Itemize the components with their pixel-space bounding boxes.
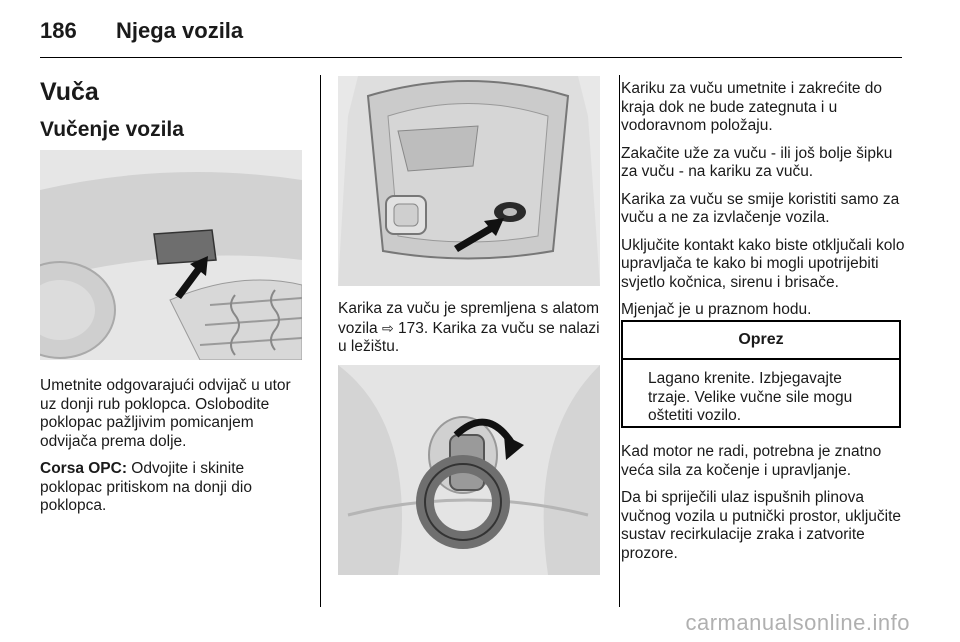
- insert-eye-paragraph: Kariku za vuču umetnite i zakrećite do kraja dok ne bude zategnuta i u vodoravnom položaju.: [621, 80, 883, 134]
- subsection-heading: Vučenje vozila: [40, 118, 184, 141]
- engine-off-paragraph: Kad motor ne radi, potrebna je znatno veća sila za kočenje i upravljanje.: [621, 443, 882, 479]
- page-header: [40, 18, 902, 58]
- recirculation-paragraph: Da bi spriječili ulaz ispušnih plinova vučnog vozila u putnički prostor, uključite sustav recirkulacije zraka i zatvorite prozore.: [621, 489, 902, 562]
- opc-label: Corsa OPC:: [40, 460, 127, 477]
- gear-neutral-paragraph: Mjenjač je u praznom hodu.: [621, 301, 812, 318]
- instruction-paragraph: Umetnite odgovarajući odvijač u utor uz donji rub poklopca. Oslobodite poklopac pažljivim pomicanjem odvijača prema dolje.: [40, 377, 291, 450]
- header-divider: [40, 57, 902, 58]
- section-title: Njega vozila: [116, 18, 244, 43]
- trunk-toolkit-illustration: [338, 76, 600, 286]
- attach-rope-paragraph: Zakačite uže za vuču - ili još bolje šipku za vuču - na kariku za vuču.: [621, 144, 893, 180]
- caution-text: Lagano krenite. Izbjegavajte trzaje. Velike vučne sile mogu oštetiti vozilo.: [648, 370, 853, 424]
- caption-part1: Karika za vuču je spremljena s alatom vozila: [338, 300, 600, 337]
- caution-title: Oprez: [623, 322, 899, 360]
- bumper-cover-drawing: [40, 150, 302, 360]
- arrow-ref-icon: ⇨: [381, 319, 394, 336]
- towing-eye-illustration: [338, 365, 600, 575]
- usage-restriction-paragraph: Karika za vuču se smije koristiti samo za vuču a ne za izvlačenje vozila.: [621, 190, 900, 226]
- page-number: 186: [40, 18, 77, 43]
- reference-page: 173: [397, 319, 424, 337]
- column-middle-text: [338, 300, 603, 366]
- watermark: carmanualsonline.info: [685, 610, 910, 635]
- chapter-heading: Vuča: [40, 78, 99, 106]
- towing-eye-drawing: [338, 365, 600, 575]
- column-right-text-bottom: [621, 443, 906, 572]
- caption-part2: . Karika za vuču se nalazi u ležištu.: [338, 319, 600, 355]
- column-left-text: [40, 377, 305, 525]
- trunk-toolkit-drawing: [338, 76, 600, 286]
- column-right-text-top: [621, 80, 906, 329]
- column-divider-left: [320, 75, 321, 607]
- ignition-paragraph: Uključite kontakt kako biste otključali kolo upravljača te kako bi mogli upotrijebiti svjetlo kočnica, sirenu i brisače.: [621, 236, 905, 291]
- caution-box: [621, 320, 901, 428]
- opc-paragraph: [40, 460, 305, 516]
- opc-text: Odvojite i skinite poklopac pritiskom na donji dio poklopca.: [40, 460, 252, 514]
- column-divider-right: [619, 75, 620, 607]
- toolkit-caption: [338, 300, 603, 357]
- bumper-cover-illustration: [40, 150, 302, 360]
